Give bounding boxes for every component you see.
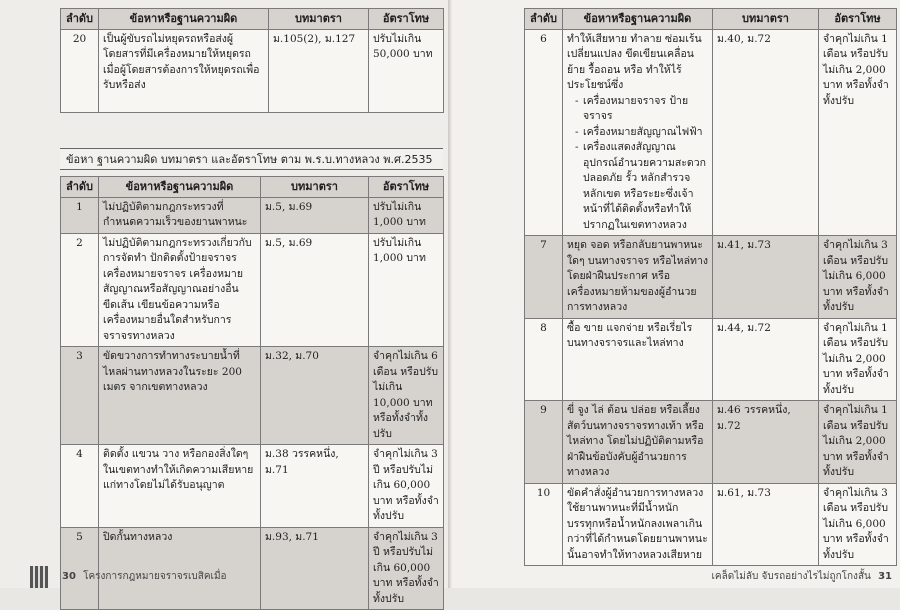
- table-row: [525, 401, 897, 484]
- table-row: [61, 197, 444, 233]
- row-penalty: ปรับไม่เกิน 1,000 บาท: [369, 197, 444, 233]
- left-page: [0, 0, 448, 605]
- row-offense-text: ทำให้เสียหาย ทำลาย ซ่อมเร้น เปลี่ยนแปลง ขีดเขียนเคลื่อนย้าย รื้อถอน หรือ ทำให้ไร้ประโยชน์ซึ่ง: [567, 32, 702, 91]
- table-row: [61, 233, 444, 347]
- row-penalty: จำคุกไม่เกิน 6 เดือน หรือปรับไม่เกิน 10,000 บาท หรือทั้งจำทั้งปรับ: [369, 347, 444, 445]
- row-offense: [563, 29, 713, 236]
- row-section: ม.41, ม.73: [713, 236, 819, 319]
- row-penalty: ปรับไม่เกิน 50,000 บาท: [369, 29, 444, 112]
- row-penalty: จำคุกไม่เกิน 3 ปี หรือปรับไม่เกิน 60,000 บาท หรือทั้งจำทั้งปรับ: [369, 445, 444, 528]
- table-row: [61, 29, 444, 112]
- row-section: ม.61, ม.73: [713, 483, 819, 566]
- row-offense: เป็นผู้ขับรถไม่หยุดรถหรือส่งผู้โดยสารที่มีเครื่องหมายให้หยุดรถ เมื่อผู้โดยสารต้องการให้หยุดรถเพื่อรับหรือส่ง: [99, 29, 269, 112]
- header-offense: ข้อหาหรือฐานความผิด: [99, 9, 269, 30]
- row-section: ม.105(2), ม.127: [269, 29, 369, 112]
- header-offense: ข้อหาหรือฐานความผิด: [99, 177, 261, 198]
- table-row: [61, 445, 444, 528]
- header-penalty: อัตราโทษ: [819, 9, 897, 30]
- footer-left: [62, 569, 227, 584]
- section-title: ข้อหา ฐานความผิด บทมาตรา และอัตราโทษ ตาม พ.ร.บ.ทางหลวง พ.ศ.2535: [60, 148, 443, 170]
- row-penalty: ปรับไม่เกิน 1,000 บาท: [369, 233, 444, 347]
- top-table: [60, 8, 444, 113]
- row-offense: ปิดกั้นทางหลวง: [99, 527, 261, 610]
- row-offense: ซื้อ ขาย แจกจ่าย หรือเรี่ยไร บนทางจราจรและไหล่ทาง: [563, 318, 713, 401]
- table-header-row: [525, 9, 897, 30]
- header-penalty: อัตราโทษ: [369, 9, 444, 30]
- table-header-row: [61, 177, 444, 198]
- header-offense: ข้อหาหรือฐานความผิด: [563, 9, 713, 30]
- row-penalty: จำคุกไม่เกิน 1 เดือน หรือปรับไม่เกิน 2,000 บาท หรือทั้งจำทั้งปรับ: [819, 318, 897, 401]
- header-no: ลำดับ: [61, 9, 99, 30]
- table-row: [525, 318, 897, 401]
- header-section: บทมาตรา: [269, 9, 369, 30]
- offense-sub-list: [567, 94, 708, 234]
- header-section: บทมาตรา: [713, 9, 819, 30]
- left-page-number: 30: [62, 571, 76, 582]
- header-no: ลำดับ: [61, 177, 99, 198]
- row-penalty: จำคุกไม่เกิน 1 เดือน หรือปรับไม่เกิน 2,000 บาท หรือทั้งจำทั้งปรับ: [819, 401, 897, 484]
- row-section: ม.93, ม.71: [261, 527, 369, 610]
- table-row: [525, 29, 897, 236]
- header-section: บทมาตรา: [261, 177, 369, 198]
- header-penalty: อัตราโทษ: [369, 177, 444, 198]
- list-item: - เครื่องหมายจราจร ป้ายจราจร: [575, 94, 708, 125]
- table-row: [525, 236, 897, 319]
- row-offense: ขี่ จูง ไล่ ต้อน ปล่อย หรือเลี้ยงสัตว์บนทางจราจรทางเท้า หรือไหล่ทาง โดยไม่ปฏิบัติตามหรือฝ่าฝืนข้อบังคับผู้อำนวยการทางหลวง: [563, 401, 713, 484]
- list-item: - เครื่องแสดงสัญญาณ อุปกรณ์อำนวยความสะดวกปลอดภัย รั้ว หลักสำรวจ หลักเขต หรือระยะซึ่งเจ้าหน้าที่ได้ติดตั้งหรือทำให้ปรากฏในเขตทางหลวง: [575, 140, 708, 233]
- row-section: ม.32, ม.70: [261, 347, 369, 445]
- row-no: 10: [525, 483, 563, 566]
- row-penalty: จำคุกไม่เกิน 3 เดือน หรือปรับไม่เกิน 6,000 บาท หรือทั้งจำทั้งปรับ: [819, 236, 897, 319]
- row-section: ม.5, ม.69: [261, 233, 369, 347]
- row-no: 6: [525, 29, 563, 236]
- row-no: 5: [61, 527, 99, 610]
- list-item: - เครื่องหมายสัญญาณไฟฟ้า: [575, 125, 708, 141]
- row-penalty: จำคุกไม่เกิน 3 ปี หรือปรับไม่เกิน 60,000 บาท หรือทั้งจำทั้งปรับ: [369, 527, 444, 610]
- row-offense: หยุด จอด หรือกลับยานพาหนะใดๆ บนทางจราจร หรือไหล่ทาง โดยฝ่าฝืนประกาศ หรือเครื่องหมายห้ามของผู้อำนวยการทางหลวง: [563, 236, 713, 319]
- row-section: ม.44, ม.72: [713, 318, 819, 401]
- header-no: ลำดับ: [525, 9, 563, 30]
- row-no: 1: [61, 197, 99, 233]
- left-table: [60, 176, 444, 610]
- row-no: 4: [61, 445, 99, 528]
- row-no: 8: [525, 318, 563, 401]
- row-penalty: จำคุกไม่เกิน 3 เดือน หรือปรับไม่เกิน 6,000 บาท หรือทั้งจำทั้งปรับ: [819, 483, 897, 566]
- row-section: ม.40, ม.72: [713, 29, 819, 236]
- right-page: [452, 0, 900, 588]
- row-offense: ขัดคำสั่งผู้อำนวยการทางหลวง ใช้ยานพาหนะที่มีน้ำหนักบรรทุกหรือน้ำหนักลงเพลาเกินกว่าที่ได้กำหนดโดยยานพาหนะนั้นอาจทำให้ทางหลวงเสียหาย: [563, 483, 713, 566]
- right-footer-text: เคล็ดไม่ลับ จับรถอย่างไรไม่ถูกโกงสั้น: [711, 571, 871, 582]
- row-no: 9: [525, 401, 563, 484]
- row-section: ม.5, ม.69: [261, 197, 369, 233]
- row-offense: ติดตั้ง แขวน วาง หรือกองสิ่งใดๆ ในเขตทางทำให้เกิดความเสียหายแก่ทางโดยไม่ได้รับอนุญาต: [99, 445, 261, 528]
- row-no: 2: [61, 233, 99, 347]
- row-section: ม.46 วรรคหนึ่ง, ม.72: [713, 401, 819, 484]
- row-no: 7: [525, 236, 563, 319]
- row-penalty: จำคุกไม่เกิน 1 เดือน หรือปรับไม่เกิน 2,000 บาท หรือทั้งจำทั้งปรับ: [819, 29, 897, 236]
- row-offense: ขัดขวางการทำทางระบายน้ำที่ไหลผ่านทางหลวงในระยะ 200 เมตร จากเขตทางหลวง: [99, 347, 261, 445]
- row-no: 20: [61, 29, 99, 112]
- row-section: ม.38 วรรคหนึ่ง, ม.71: [261, 445, 369, 528]
- row-no: 3: [61, 347, 99, 445]
- table-row: [61, 347, 444, 445]
- table-row: [525, 483, 897, 566]
- corner-mark: [30, 566, 48, 588]
- left-footer-text: โครงการกฎหมายจราจรเบสิคเมื่อ: [83, 571, 227, 582]
- right-page-number: 31: [878, 571, 892, 582]
- row-offense: ไม่ปฏิบัติตามกฎกระทรวงที่กำหนดความเร็วของยานพาหนะ: [99, 197, 261, 233]
- footer-right: [712, 569, 893, 584]
- row-offense: ไม่ปฏิบัติตามกฎกระทรวงเกี่ยวกับการจัดทำ ปักติดตั้งป้ายจราจร เครื่องหมายจราจร เครื่องหมายสัญญาณหรือสัญญาณอย่างอื่น ขีดเส้น เขียนข้อความหรือเครื่องหมายอื่นใดสำหรับการจราจรทางหลวง: [99, 233, 261, 347]
- table-header-row: [61, 9, 444, 30]
- right-table: [524, 8, 897, 566]
